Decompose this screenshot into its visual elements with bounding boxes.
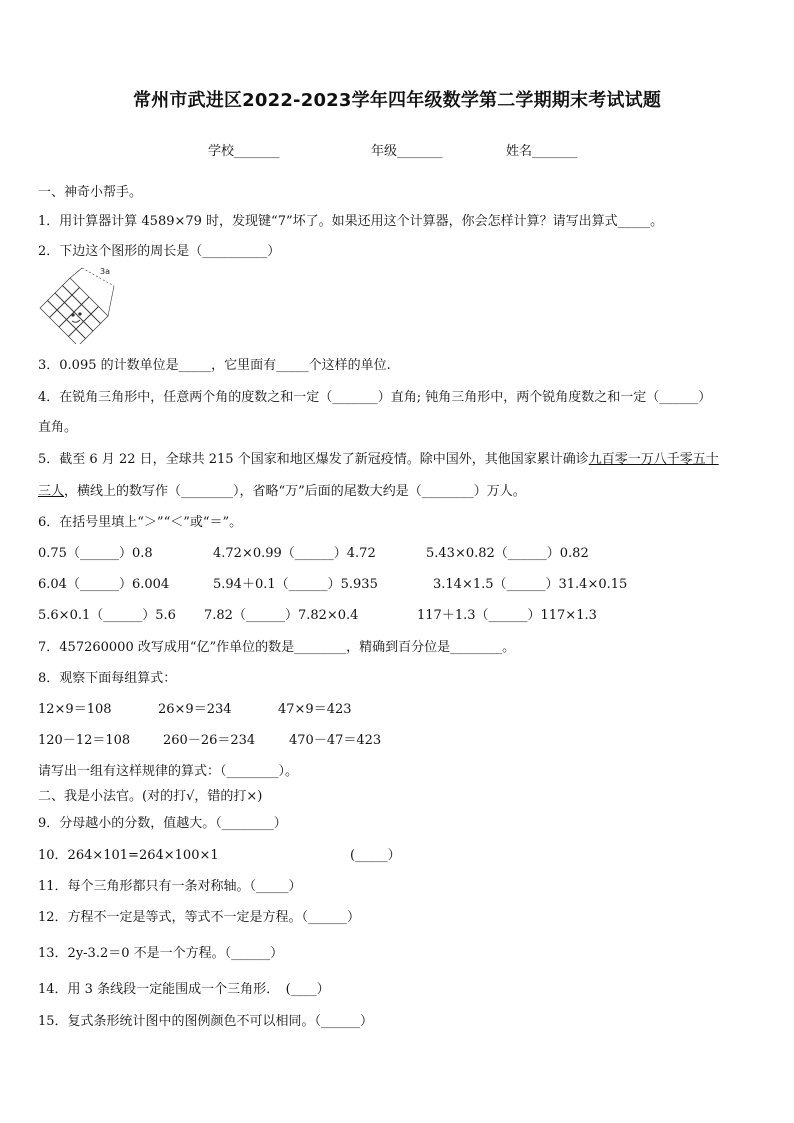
- question-12: 12．方程不一定是等式，等式不一定是方程。（______）: [38, 910, 361, 925]
- question-8: 8．观察下面每组算式：: [38, 671, 177, 686]
- name-field[interactable]: 姓名_______: [506, 144, 578, 159]
- question-5-underlined-unit: 三人: [38, 484, 65, 499]
- compare-item: 5.43×0.82（______）0.82: [426, 546, 589, 561]
- equation-item: 12×9＝108: [38, 702, 112, 717]
- section-heading-2: 二、我是小法官。(对的打√，错的打×): [38, 789, 263, 804]
- question-8-ask: 请写出一组有这样规律的算式：（________）。: [38, 764, 299, 779]
- compare-item: 7.82（______）7.82×0.4: [204, 608, 359, 623]
- question-5-line-1: [38, 448, 719, 467]
- question-3: 3．0.095 的计数单位是_____，它里面有_____个这样的单位.: [38, 358, 391, 373]
- question-6: 6．在括号里填上“＞”“＜”或“＝”。: [38, 515, 243, 530]
- question-14: 14．用 3 条线段一定能围成一个三角形． (____）: [38, 982, 330, 997]
- equation-item: 260－26＝234: [163, 733, 256, 748]
- figure-label: 3a: [100, 267, 110, 276]
- equation-item: 120－12＝108: [38, 733, 131, 748]
- question-5-suffix: ，横线上的数写作（________），省略“万”后面的尾数大约是（________）万人。: [64, 484, 526, 499]
- section-heading-1: 一、神奇小帮手。: [38, 185, 143, 200]
- compare-item: 5.6×0.1（______）5.6: [38, 608, 176, 623]
- question-10-blank: (_____）: [350, 848, 401, 863]
- equation-item: 47×9＝423: [278, 702, 352, 717]
- grid-figure: [36, 262, 116, 344]
- compare-item: 0.75（______）0.8: [38, 546, 153, 561]
- compare-item: 117＋1.3（______）117×1.3: [417, 608, 597, 623]
- question-10: 10．264×101=264×100×1: [38, 848, 219, 863]
- compare-item: 4.72×0.99（______）4.72: [213, 546, 376, 561]
- question-4-line-1: 4．在锐角三角形中，任意两个角的度数之和一定（_______）直角; 钝角三角形中，两个锐角度数之和一定（______）: [38, 390, 712, 405]
- compare-item: 6.04（______）6.004: [38, 577, 170, 592]
- question-1: 1．用计算器计算 4589×79 时，发现键“7”坏了。如果还用这个计算器，你会怎样计算？请写出算式_____。: [38, 214, 664, 229]
- question-9: 9．分母越小的分数，值越大。（________）: [38, 816, 287, 831]
- question-5-line-2: [38, 480, 526, 499]
- question-5-underlined-number: 九百零一万八千零五十: [588, 452, 719, 467]
- question-7: 7．457260000 改写成用“亿”作单位的数是________，精确到百分位是________。: [38, 640, 516, 655]
- question-4-line-2: 直角。: [38, 420, 78, 435]
- compare-item: 5.94＋0.1（______）5.935: [213, 577, 378, 592]
- equation-item: 470－47＝423: [289, 733, 382, 748]
- compare-item: 3.14×1.5（______）31.4×0.15: [433, 577, 628, 592]
- question-13: 13．2y-3.2＝0 不是一个方程。（______）: [38, 946, 284, 961]
- school-field[interactable]: 学校_______: [208, 144, 280, 159]
- question-2: 2．下边这个图形的周长是（__________）: [38, 244, 281, 259]
- page-title: 常州市武进区2022-2023学年四年级数学第二学期期末考试试题: [132, 90, 662, 111]
- grade-field[interactable]: 年级_______: [371, 144, 443, 159]
- equation-item: 26×9＝234: [158, 702, 232, 717]
- question-11: 11．每个三角形都只有一条对称轴。（_____）: [38, 879, 302, 894]
- question-15: 15．复式条形统计图中的图例颜色不可以相同。（______）: [38, 1014, 374, 1029]
- question-5-prefix: 5．截至 6 月 22 日，全球共 215 个国家和地区爆发了新冠疫情。除中国外，其他国家累计确诊: [38, 452, 589, 467]
